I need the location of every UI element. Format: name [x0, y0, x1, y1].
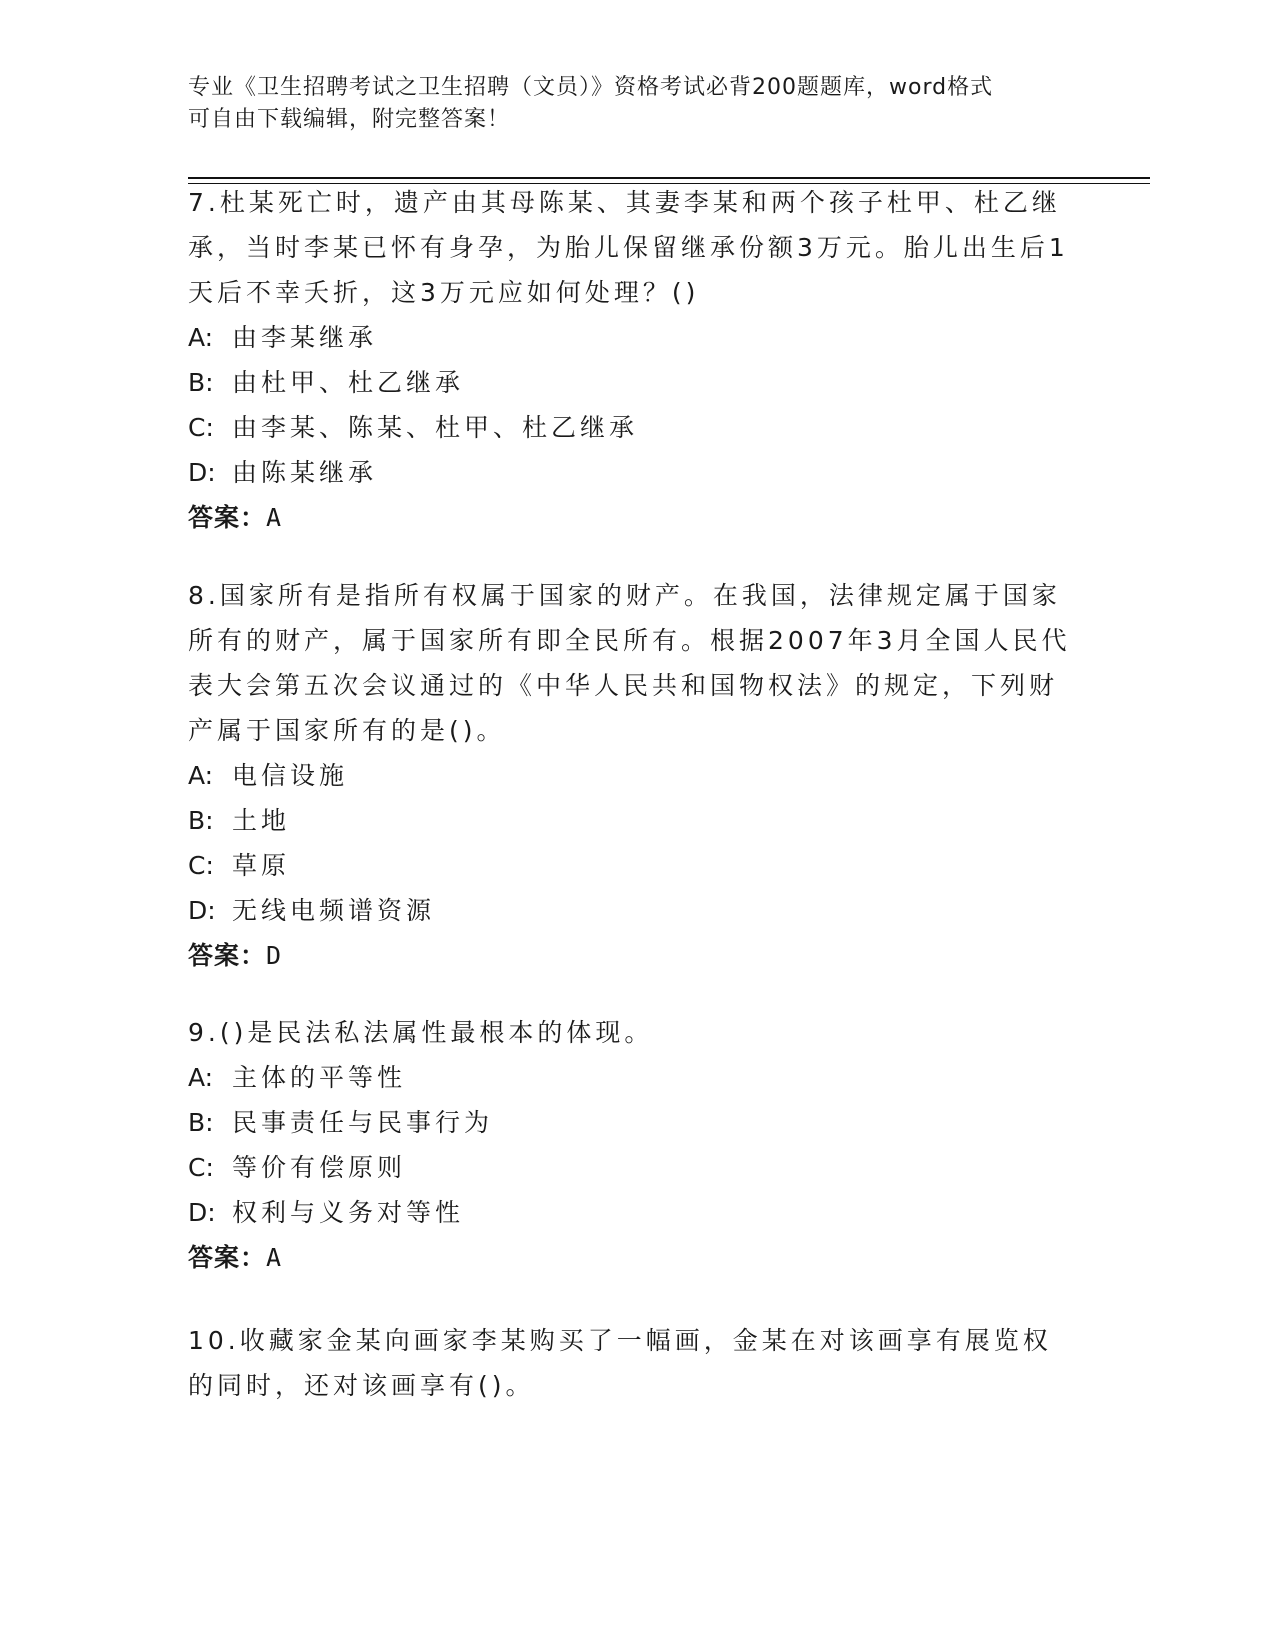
question-stem: 7.杜某死亡时，遗产由其母陈某、其妻李某和两个孩子杜甲、杜乙继承，当时李某已怀有身孕，为胎儿保留继承份额3万元。胎儿出生后1天后不幸夭折，这3万元应如何处理？() [188, 188, 1069, 307]
document-header [188, 72, 1068, 136]
question-7 [188, 180, 1078, 540]
question-stem: 10.收藏家金某向画家李某购买了一幅画，金某在对该画享有展览权的同时，还对该画享有()。 [188, 1326, 1052, 1400]
option-text: 权利与义务对等性 [232, 1198, 465, 1227]
option-key: A: [188, 1063, 214, 1092]
option-key: C: [188, 851, 214, 880]
option-text: 由陈某继承 [232, 458, 378, 487]
option-d [188, 888, 1078, 933]
option-key: C: [188, 1153, 214, 1182]
option-a [188, 753, 1078, 798]
option-a [188, 315, 1078, 360]
option-b [188, 1100, 1078, 1145]
option-b [188, 798, 1078, 843]
option-text: 由杜甲、杜乙继承 [232, 368, 465, 397]
option-text: 土地 [232, 806, 291, 835]
option-d [188, 450, 1078, 495]
answer-label: 答案： [188, 941, 267, 970]
option-text: 无线电频谱资源 [232, 896, 436, 925]
option-c [188, 1145, 1078, 1190]
answer-label: 答案： [188, 503, 267, 532]
option-text: 草原 [232, 851, 291, 880]
option-c [188, 405, 1078, 450]
header-rule-thick [188, 177, 1150, 179]
answer-label: 答案： [188, 1243, 267, 1272]
option-key: D: [188, 458, 216, 487]
option-text: 电信设施 [232, 761, 349, 790]
option-a [188, 1055, 1078, 1100]
option-key: D: [188, 1198, 216, 1227]
answer-line [188, 1235, 1078, 1280]
option-text: 由李某、陈某、杜甲、杜乙继承 [232, 413, 639, 442]
option-text: 主体的平等性 [232, 1063, 407, 1092]
option-key: B: [188, 806, 214, 835]
option-key: B: [188, 1108, 214, 1137]
option-text: 等价有偿原则 [232, 1153, 407, 1182]
question-10 [188, 1318, 1078, 1408]
header-line-1: 专业《卫生招聘考试之卫生招聘（文员）》资格考试必背200题题库，word格式 [188, 75, 994, 100]
question-8 [188, 573, 1078, 978]
answer-value: A [266, 1243, 283, 1272]
option-b [188, 360, 1078, 405]
answer-line [188, 933, 1078, 978]
question-stem: 8.国家所有是指所有权属于国家的财产。在我国，法律规定属于国家所有的财产，属于国家所有即全民所有。根据2007年3月全国人民代表大会第五次会议通过的《中华人民共和国物权法》的规定，下列财产属于国家所有的是()。 [188, 581, 1071, 745]
question-stem: 9.()是民法私法属性最根本的体现。 [188, 1018, 654, 1047]
option-key: C: [188, 413, 214, 442]
option-key: A: [188, 323, 214, 352]
answer-value: D [266, 941, 283, 970]
option-d [188, 1190, 1078, 1235]
option-text: 民事责任与民事行为 [232, 1108, 494, 1137]
option-c [188, 843, 1078, 888]
header-line-2: 可自由下载编辑，附完整答案！ [188, 107, 511, 132]
option-key: A: [188, 761, 214, 790]
option-text: 由李某继承 [232, 323, 378, 352]
question-9 [188, 1010, 1078, 1280]
answer-line [188, 495, 1078, 540]
option-key: D: [188, 896, 216, 925]
option-key: B: [188, 368, 214, 397]
answer-value: A [266, 503, 283, 532]
